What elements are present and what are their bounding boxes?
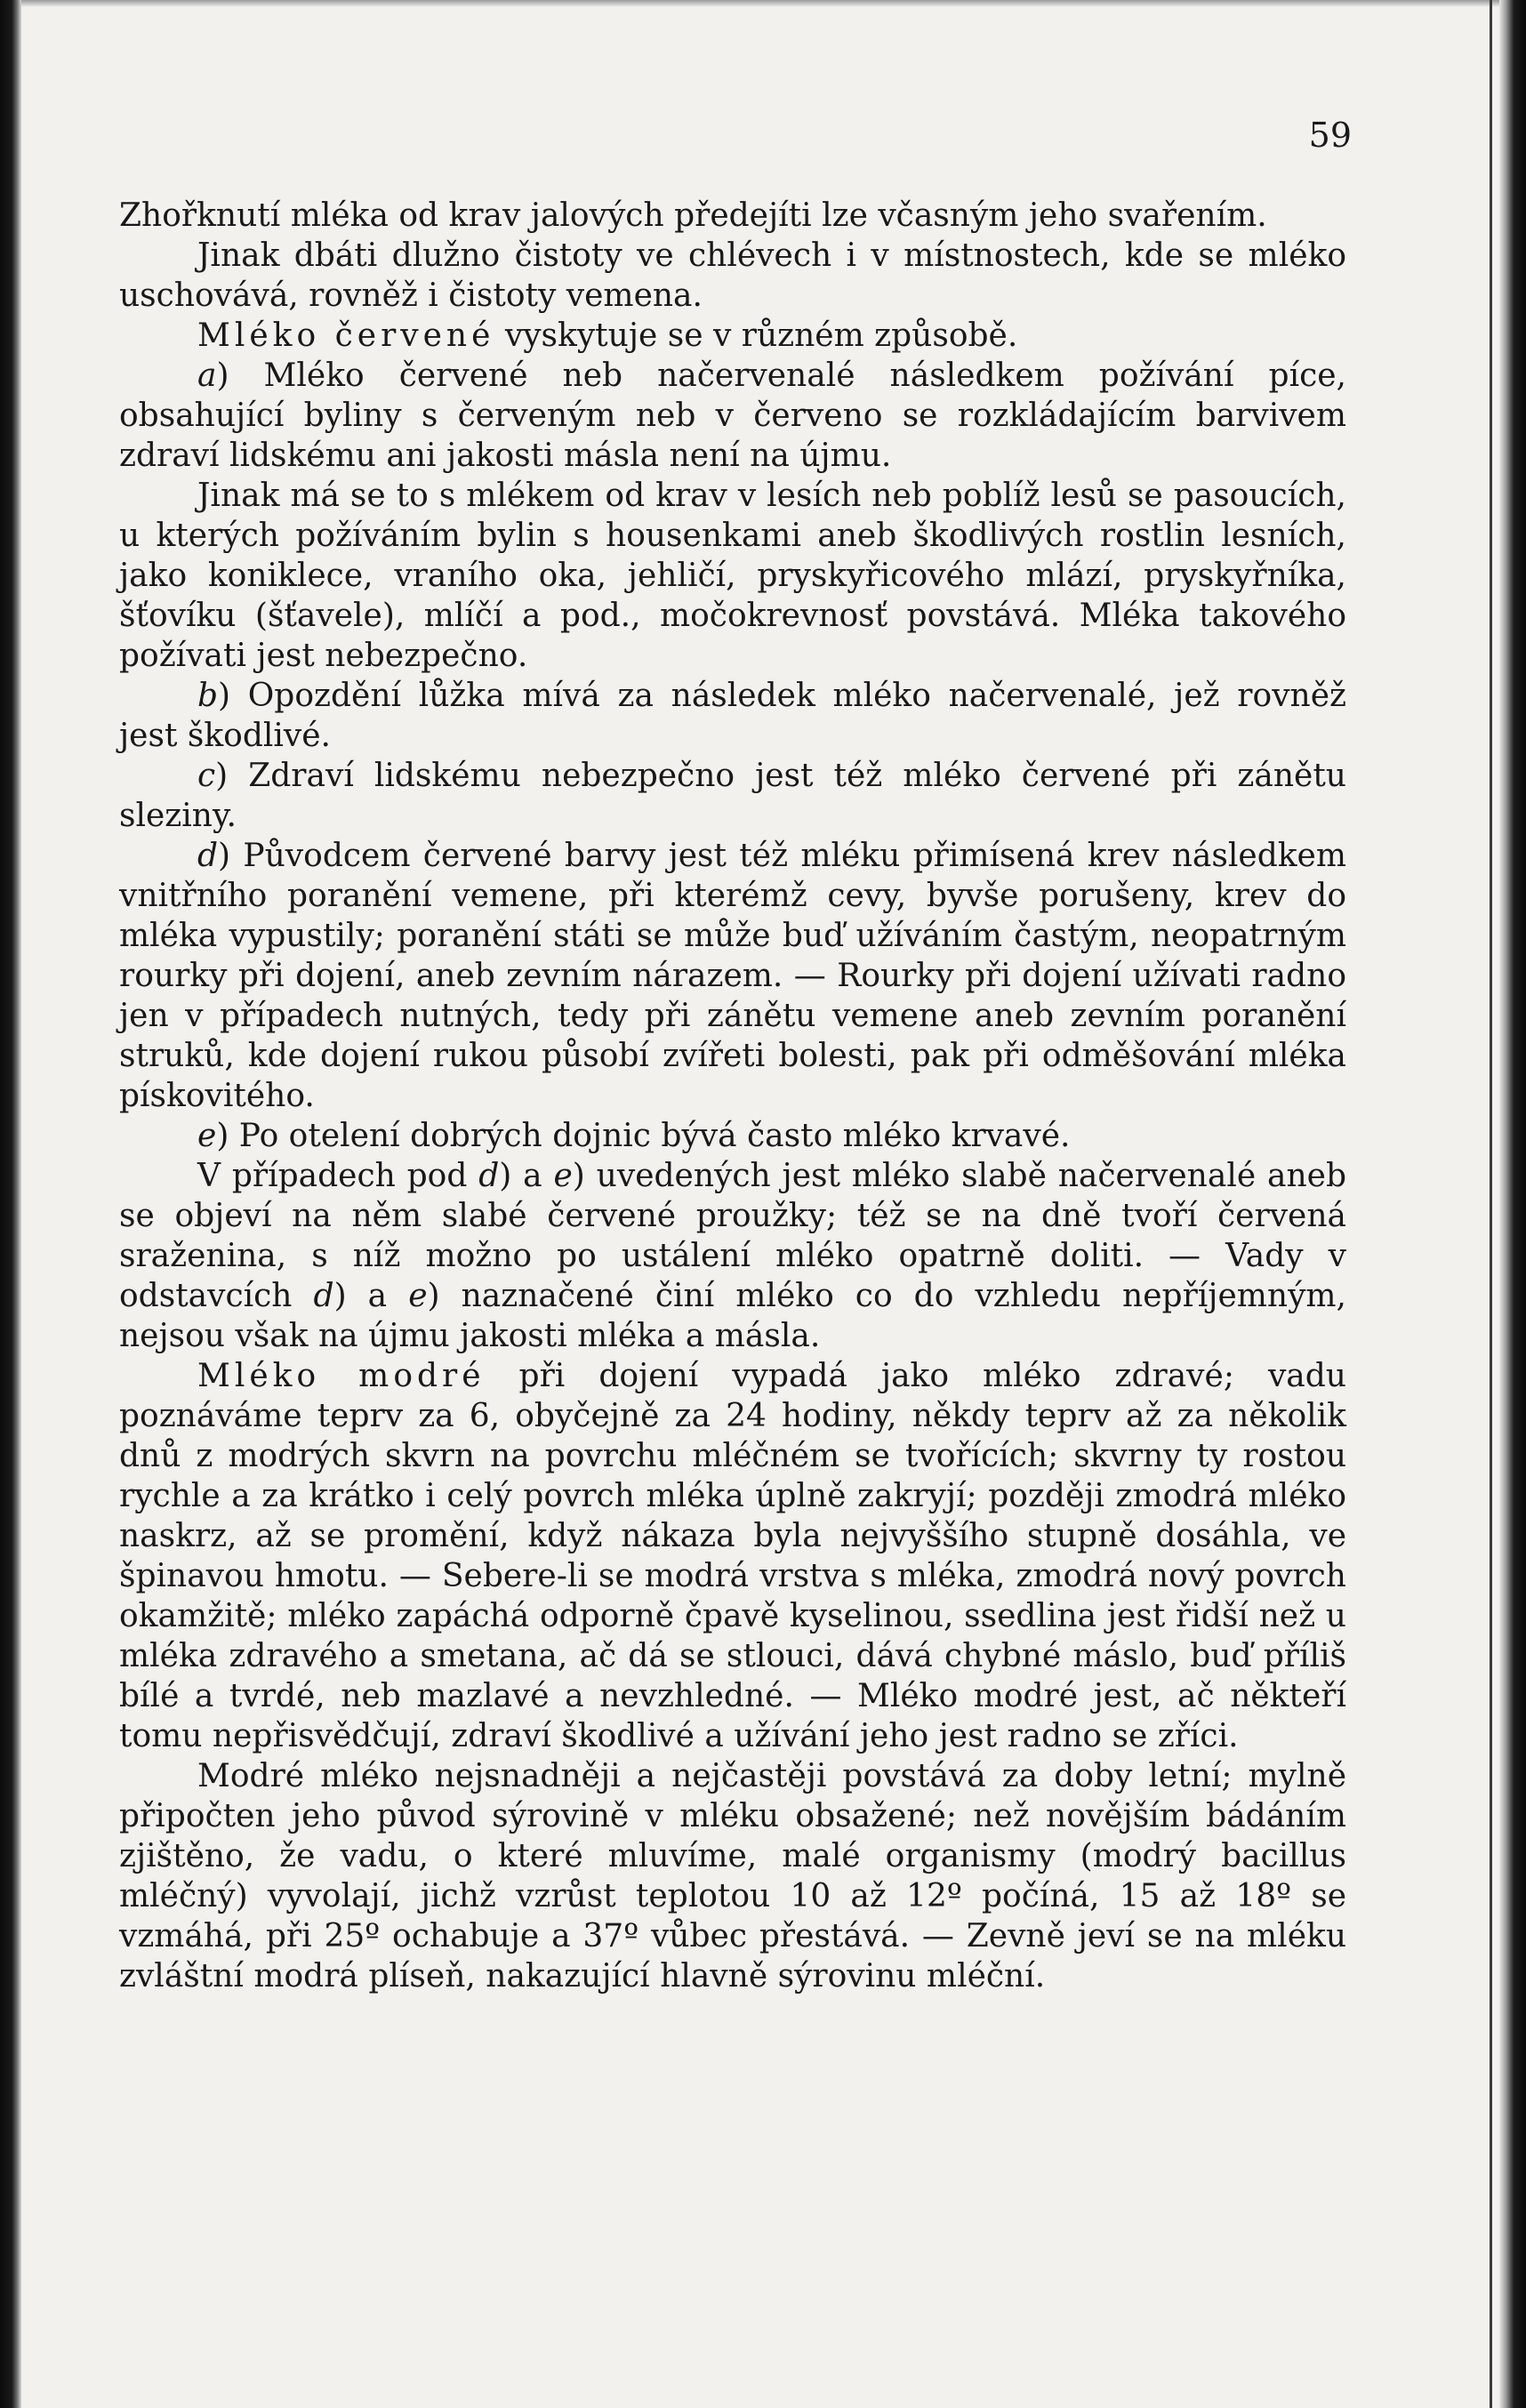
text-run: Jinak má se to s mlékem od krav v lesích neb poblíž lesů se pasoucích, u kterých požíváním bylin s housenkami aneb škodlivých rostlin lesních, jako koniklece, vraního oka, jehličí, pryskyřicového mlází, pryskyřníka, šťovíku (šťavele), mlíčí a pod., močokrevnosť povstává. Mléka takového požívati jest nebezpečno.	[119, 478, 1346, 674]
paragraph	[119, 236, 1346, 316]
scan-left-edge	[0, 0, 21, 2408]
paragraph	[119, 316, 1346, 356]
scan-top-edge	[21, 0, 1499, 7]
text-run: ) Opozdění lůžka mívá za následek mléko načervenalé, jež rovněž jest škodlivé.	[119, 678, 1346, 754]
text-run: ) naznačené činí mléko co do vzhledu nepříjemným, nejsou však na újmu jakosti mléka a másla.	[119, 1278, 1346, 1354]
text-run: ) Původcem červené barvy jest též mléku přimísená krev následkem vnitřního poranění vemene, při kterémž cevy, byvše porušeny, krev do mléka vypustily; poranění státi se může buď užíváním častým, neopatrným rourky při dojení, aneb zevním nárazem. — Rourky při dojení užívati radno jen v případech nutných, tedy při zánětu vemene aneb zevním poranění struků, kde dojení rukou působí zvířeti bolesti, pak při odměšování mléka pískovitého.	[119, 838, 1346, 1114]
text-run: vyskytuje se v různém způsobě.	[494, 317, 1018, 354]
section-term: Mléko červené	[197, 317, 495, 354]
paragraph	[119, 1756, 1346, 1996]
text-run: ) uvedených jest mléko slabě načervenalé aneb se objeví na něm slabé červené proužky; též se na dně tvoří červená sraženina, s níž možno po ustálení mléko opatrně doliti. — Vady v odstavcích	[119, 1158, 1346, 1314]
paragraph	[119, 756, 1346, 836]
text-run: Modré mléko nejsnadněji a nejčastěji povstává za doby letní; mylně připočten jeho původ sýrovině v mléku obsažené; než novějším bádáním zjištěno, že vadu, o které mluvíme, malé organismy (modrý bacillus mléčný) vyvolají, jichž vzrůst teplotou 10 až 12º počíná, 15 až 18º se vzmáhá, při 25º ochabuje a 37º vůbec přestává. — Zevně jeví se na mléku zvláštní modrá plíseň, nakazující hlavně sýrovinu mléční.	[119, 1758, 1346, 1995]
paragraph	[119, 1156, 1346, 1356]
paragraph	[119, 836, 1346, 1116]
item-marker: e	[408, 1278, 428, 1314]
page-number: 59	[1308, 116, 1352, 155]
paragraph	[119, 1116, 1346, 1156]
text-run: Jinak dbáti dlužno čistoty ve chlévech i v místnostech, kde se mléko uschovává, rovněž i čistoty vemena.	[119, 237, 1346, 314]
body-text	[119, 196, 1346, 1996]
paragraph	[119, 676, 1346, 756]
text-run: ) Mléko červené neb načervenalé následkem požívání píce, obsahující byliny s červeným neb v červeno se rozkládajícím barvivem zdraví lidskému ani jakosti másla není na újmu.	[119, 357, 1346, 474]
text-run: ) Zdraví lidskému nebezpečno jest též mléko červené při zánětu sleziny.	[119, 758, 1346, 834]
text-run: ) a	[499, 1158, 554, 1194]
item-marker: d	[197, 838, 219, 874]
text-run: při dojení vypadá jako mléko zdravé; vadu poznáváme teprv za 6, obyčejně za 24 hodiny, někdy teprv až za několik dnů z modrých skvrn na povrchu mléčném se tvořících; skvrny ty rostou rychle a za krátko i celý povrch mléka úplně zakryjí; později zmodrá mléko naskrz, až se promění, když nákaza byla nejvyššího stupně dosáhla, ve špinavou hmotu. — Sebere-li se modrá vrstva s mléka, zmodrá nový povrch okamžitě; mléko zapáchá odporně čpavě kyselinou, ssedlina jest řidší než u mléka zdravého a smetana, ač dá se stlouci, dává chybné máslo, buď příliš bílé a tvrdé, neb mazlavé a nevzhledné. — Mléko modré jest, ač někteří tomu nepřisvědčují, zdraví škodlivé a užívání jeho jest radno se zříci.	[119, 1358, 1346, 1754]
text-run: V případech pod	[197, 1158, 479, 1194]
paragraph	[119, 196, 1346, 236]
item-marker: d	[478, 1158, 500, 1194]
scan-binding-line	[1490, 0, 1492, 2408]
paragraph	[119, 356, 1346, 476]
section-term: Mléko modré	[197, 1358, 486, 1394]
item-marker: a	[197, 357, 217, 394]
item-marker: e	[553, 1158, 573, 1194]
item-marker: c	[197, 758, 216, 794]
scan-right-edge	[1499, 0, 1526, 2408]
text-run: ) a	[333, 1278, 409, 1314]
item-marker: b	[197, 678, 219, 714]
text-run: Zhořknutí mléka od krav jalových předejíti lze včasným jeho svařením.	[119, 197, 1267, 234]
item-marker: d	[313, 1278, 334, 1314]
paragraph	[119, 1356, 1346, 1756]
text-run: ) Po otelení dobrých dojnic bývá často mléko krvavé.	[216, 1118, 1071, 1154]
item-marker: e	[197, 1118, 217, 1154]
paragraph	[119, 476, 1346, 676]
